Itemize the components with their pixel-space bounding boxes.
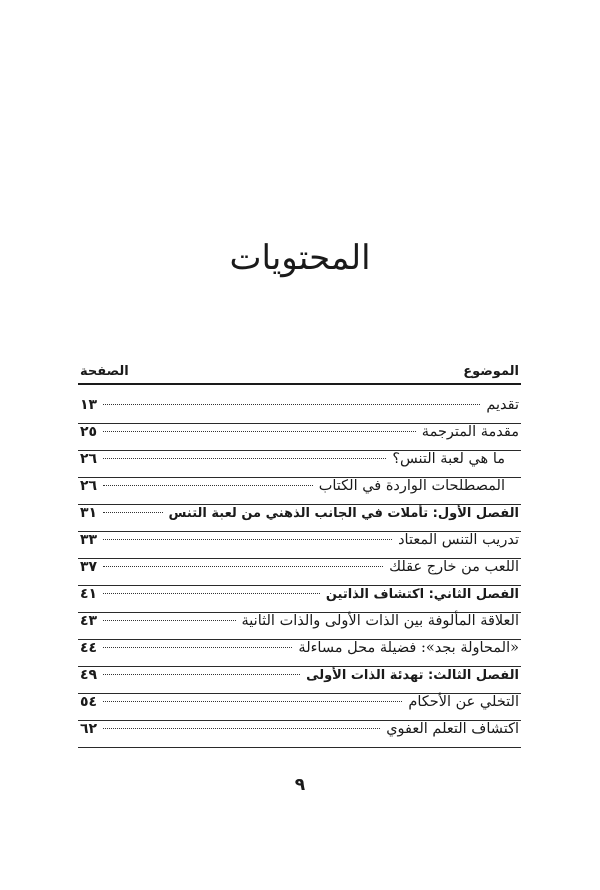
page-title: المحتويات: [229, 238, 371, 278]
header-subject: الموضوع: [463, 364, 519, 379]
toc-entry-page: ٣٣: [80, 532, 98, 548]
toc-entry-title: مقدمة المترجمة: [421, 424, 519, 440]
toc-chapter-entry[interactable]: [78, 667, 521, 694]
toc-entry[interactable]: [78, 694, 521, 721]
toc-entry-page: ٢٦: [80, 478, 98, 494]
toc-entry[interactable]: [78, 532, 521, 559]
toc-entry-title: الفصل الأول: تأملات في الجانب الذهني من لعبة التنس: [168, 506, 519, 521]
toc-entry-title: الفصل الثالث: تهدئة الذات الأولى: [306, 668, 519, 683]
toc-entry-page: ٤١: [80, 586, 98, 602]
toc-entry-title: اكتشاف التعلم العفوي: [386, 721, 519, 737]
toc-entry-title: العلاقة المألوفة بين الذات الأولى والذات الثانية: [241, 613, 519, 629]
toc-header: [78, 357, 521, 385]
toc-entry-title: المصطلحات الواردة في الكتاب: [318, 478, 505, 494]
dot-leader: [103, 512, 162, 513]
toc-entry-page: ٢٥: [80, 424, 98, 440]
dot-leader: [103, 728, 380, 729]
toc-entry-page: ٣٧: [80, 559, 98, 575]
toc-entry-title: اللعب من خارج عقلك: [389, 559, 519, 575]
dot-leader: [103, 701, 402, 702]
toc-entry-title: الفصل الثاني: اكتشاف الذاتين: [325, 587, 519, 602]
toc-entry-page: ٤٤: [80, 640, 98, 656]
toc-entry-title: ما هي لعبة التنس؟: [392, 451, 505, 467]
dot-leader: [103, 566, 383, 567]
dot-leader: [103, 647, 292, 648]
toc-entry[interactable]: [78, 424, 521, 451]
header-page: الصفحة: [80, 364, 129, 379]
toc-entry-page: ٤٣: [80, 613, 98, 629]
toc-entry[interactable]: [78, 613, 521, 640]
dot-leader: [103, 458, 386, 459]
toc-entry[interactable]: [78, 478, 521, 505]
toc-entry-page: ١٣: [80, 397, 98, 413]
toc-entry[interactable]: [78, 559, 521, 586]
dot-leader: [103, 593, 320, 594]
dot-leader: [103, 620, 235, 621]
dot-leader: [103, 539, 392, 540]
toc-entry-page: ٤٩: [80, 667, 98, 683]
toc-entry[interactable]: [78, 721, 521, 748]
toc-entry-page: ٣١: [80, 505, 98, 521]
table-of-contents: [78, 357, 521, 748]
toc-entry[interactable]: [78, 397, 521, 424]
toc-entry-page: ٢٦: [80, 451, 98, 467]
toc-entry-title: «المحاولة بجد»: فضيلة محل مساءلة: [298, 640, 519, 656]
toc-list: [78, 397, 521, 748]
toc-entry[interactable]: [78, 640, 521, 667]
toc-entry-title: تدريب التنس المعتاد: [398, 532, 519, 548]
dot-leader: [103, 485, 313, 486]
toc-entry[interactable]: [78, 451, 521, 478]
toc-chapter-entry[interactable]: [78, 505, 521, 532]
toc-entry-title: تقديم: [486, 397, 519, 413]
toc-entry-page: ٥٤: [80, 694, 98, 710]
page-number: ٩: [294, 775, 306, 795]
toc-entry-title: التخلي عن الأحكام: [408, 694, 519, 710]
dot-leader: [103, 404, 480, 405]
dot-leader: [103, 431, 416, 432]
toc-entry-page: ٦٢: [80, 721, 98, 737]
dot-leader: [103, 674, 300, 675]
toc-chapter-entry[interactable]: [78, 586, 521, 613]
